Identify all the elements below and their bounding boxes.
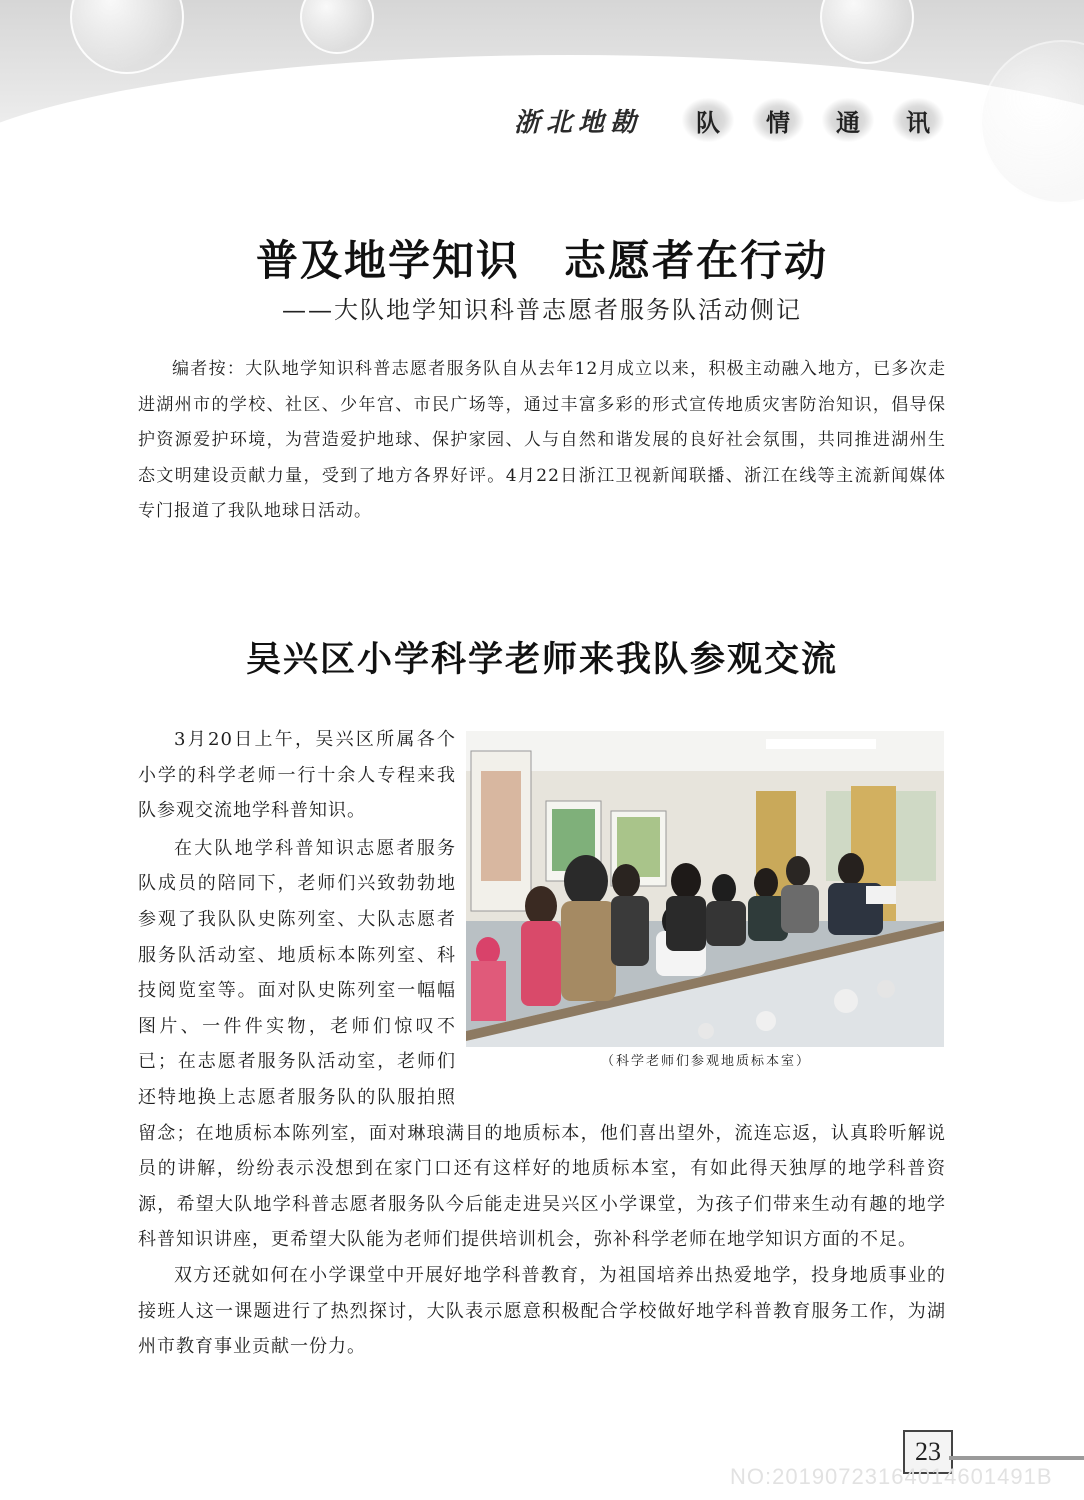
magazine-header: [514, 98, 944, 142]
magazine-name: 浙北地勘: [513, 107, 642, 138]
photo-caption: （科学老师们参观地质标本室）: [600, 1054, 811, 1069]
section-char: 通: [822, 98, 874, 142]
section-char: 情: [752, 98, 804, 142]
article-subtitle: ——大队地学知识科普志愿者服务队活动侧记: [282, 296, 802, 324]
page-number-bar: [949, 1456, 1084, 1460]
specimen-room-photo: [466, 731, 944, 1047]
paragraph: 3月20日上午，吴兴区所属各个小学的科学老师一行十余人专程来我队参观交流地学科普知识。: [138, 729, 456, 822]
section-title: 吴兴区小学科学老师来我队参观交流: [245, 639, 838, 680]
section-body: [138, 722, 946, 1365]
section-char: 队: [682, 98, 734, 142]
paragraph: 在大队地学科普知识志愿者服务队成员的陪同下，老师们兴致勃勃地参观了我队队史陈列室、大队志愿者服务队活动室、地质标本陈列室、科技阅览室等。面对队史陈列室一幅幅图片、一件件实物，老师们惊叹不已；在志愿者服务队活动室，老师们还特地换上志愿者服务队的队服拍照留念；在地质标本陈列室，面对琳琅满目的地质标本，他们喜出望外，流连忘返，认真聆听解说员的讲解，纷纷表示没想到在家门口还有这样好的地质标本室，有如此得天独厚的地学科普资源，希望大队地学科普志愿者服务队今后能走进吴兴区小学课堂，为孩子们带来生动有趣的地学科普知识讲座，更希望大队能为老师们提供培训机会，弥补科学老师在地学知识方面的不足。: [138, 837, 946, 1251]
watermark-code: NO:20190723164014601491B: [730, 1464, 1053, 1489]
section-char: 讯: [892, 98, 944, 142]
editor-note: 编者按：大队地学知识科普志愿者服务队自从去年12月成立以来，积极主动融入地方，已多次走进湖州市的学校、社区、少年宫、市民广场等，通过丰富多彩的形式宣传地质灾害防治知识，倡导保护资源爱护环境，为营造爱护地球、保护家园、人与自然和谐发展的良好社会氛围，共同推进湖州生态文明建设贡献力量，受到了地方各界好评。4月22日浙江卫视新闻联播、浙江在线等主流新闻媒体专门报道了我队地球日活动。: [138, 359, 946, 521]
photo-figure: [466, 731, 946, 1087]
article-title: 普及地学知识 志愿者在行动: [255, 236, 828, 285]
page-number: 23: [903, 1430, 953, 1474]
paragraph: 双方还就如何在小学课堂中开展好地学科普教育，为祖国培养出热爱地学，投身地质事业的接班人这一课题进行了热烈探讨，大队表示愿意积极配合学校做好地学科普教育服务工作，为湖州市教育事业贡献一份力。: [138, 1264, 946, 1358]
